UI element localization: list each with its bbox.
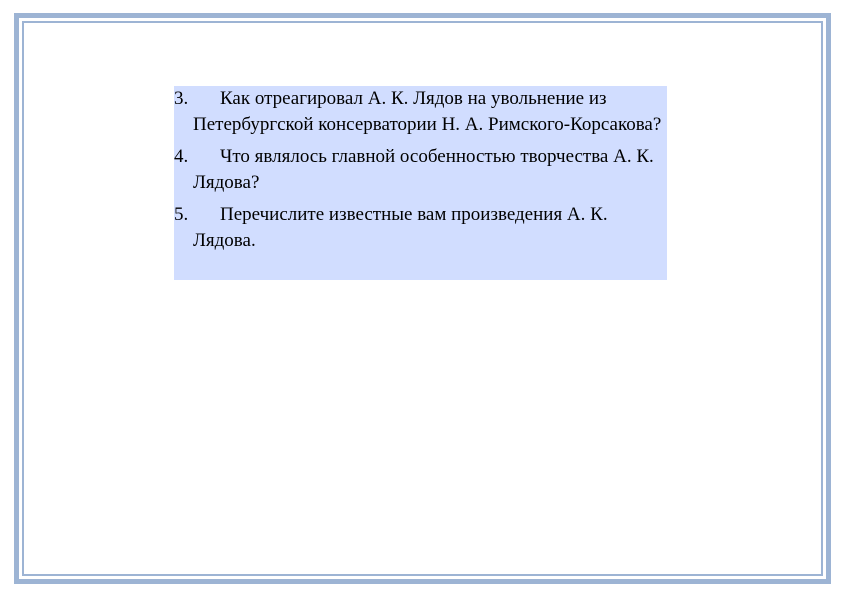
question-text: Перечислите известные вам произведения А. К. Лядова.: [193, 204, 608, 251]
question-number: 5.: [174, 204, 189, 225]
question-number: 3.: [174, 88, 189, 109]
question-item-4: [174, 144, 667, 196]
question-item-5: [174, 202, 667, 254]
question-item-3: [174, 86, 667, 138]
question-number: 4.: [174, 146, 189, 167]
question-text: Как отреагировал А. К. Лядов на увольнение из Петербургской консерватории Н. А. Римского-Корсакова?: [193, 88, 662, 135]
question-list: [174, 86, 667, 280]
question-text: Что являлось главной особенностью творчества А. К. Лядова?: [193, 146, 654, 193]
